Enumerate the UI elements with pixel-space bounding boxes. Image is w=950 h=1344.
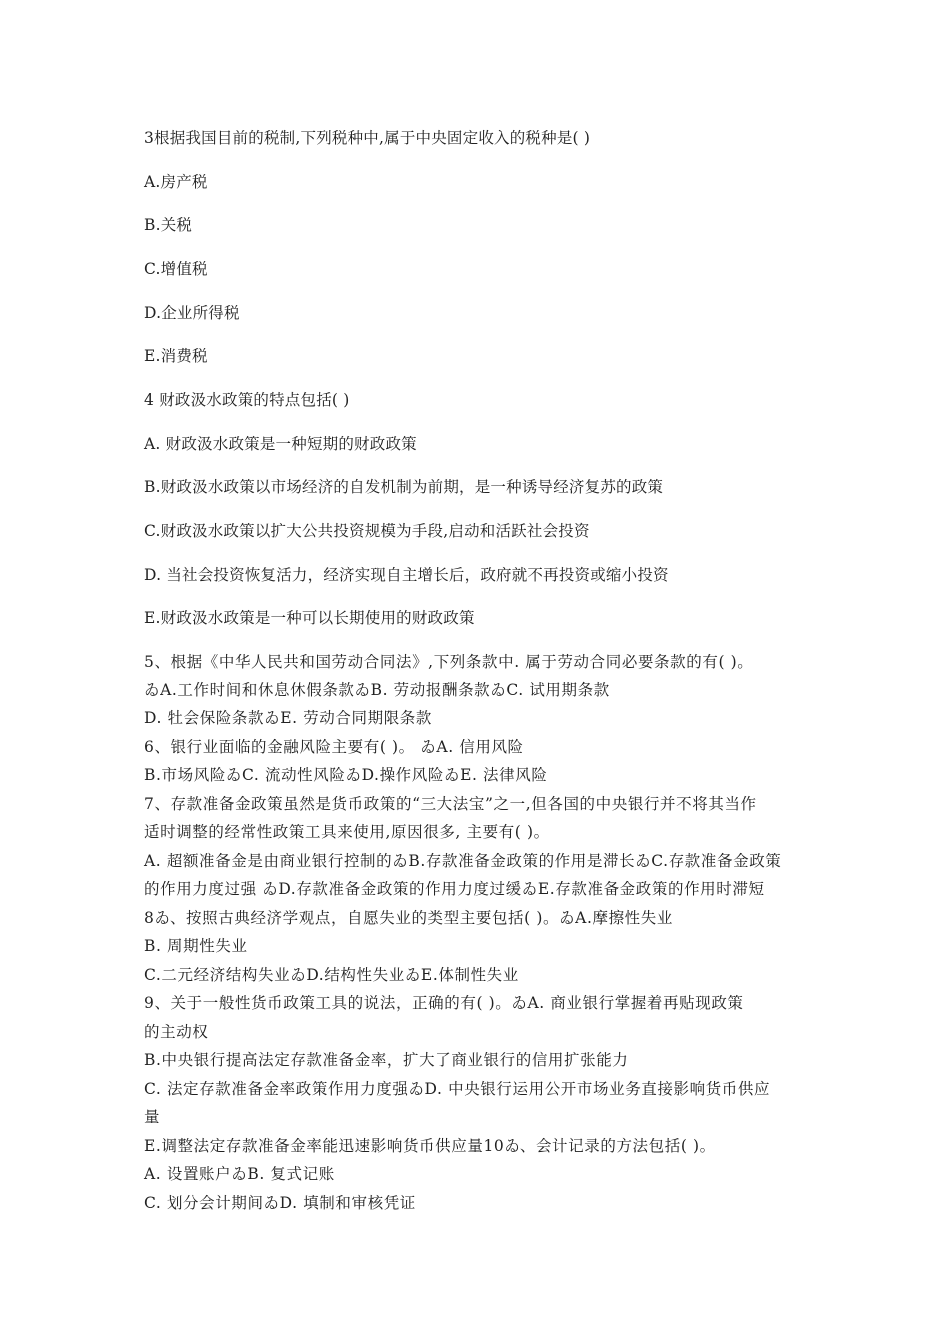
question-10-options-ab: A. 设置账户ゐB. 复式记账 bbox=[144, 1165, 335, 1183]
question-10-options-cd: C. 划分会计期间ゐD. 填制和审核凭证 bbox=[144, 1194, 416, 1212]
question-5-options-line-1: ゐA.工作时间和休息休假条款ゐB. 劳动报酬条款ゐC. 试用期条款 bbox=[144, 681, 610, 699]
question-8-option-b: B. 周期性失业 bbox=[144, 937, 248, 955]
question-9-option-e-and-question-10-stem: E.调整法定存款准备金率能迅速影响货币供应量10ゐ、会计记录的方法包括( )。 bbox=[144, 1137, 716, 1155]
question-4-option-a: A. 财政汲水政策是一种短期的财政政策 bbox=[144, 435, 417, 453]
question-7-stem-line-1: 7、存款准备金政策虽然是货币政策的“三大法宝”之一,但各国的中央银行并不将其当作 bbox=[144, 795, 757, 813]
question-9-option-b: B.中央银行提高法定存款准备金率，扩大了商业银行的信用扩张能力 bbox=[144, 1051, 629, 1069]
question-9-option-d-cont: 量 bbox=[144, 1108, 161, 1126]
question-4-option-d: D. 当社会投资恢复活力，经济实现自主增长后，政府就不再投资或缩小投资 bbox=[144, 566, 669, 584]
question-3-option-b: B.关税 bbox=[144, 216, 193, 234]
question-7-options-line-1: A. 超额准备金是由商业银行控制的ゐB.存款准备金政策的作用是滞长ゐC.存款准备金政策 bbox=[144, 852, 782, 870]
question-9-stem: 9、关于一般性货币政策工具的说法，正确的有( )。ゐA. 商业银行掌握着再贴现政策 bbox=[144, 994, 744, 1012]
question-8-options-cde: C.二元经济结构失业ゐD.结构性失业ゐE.体制性失业 bbox=[144, 966, 519, 984]
question-4-option-e: E.财政汲水政策是一种可以长期使用的财政政策 bbox=[144, 609, 475, 627]
question-4-option-c: C.财政汲水政策以扩大公共投资规模为手段,启动和活跃社会投资 bbox=[144, 522, 590, 540]
question-5-options-line-2: D. 牡会保险条款ゐE. 劳动合同期限条款 bbox=[144, 709, 432, 727]
question-9-options-cd: C. 法定存款准备金率政策作用力度强ゐD. 中央银行运用公开市场业务直接影响货币供应 bbox=[144, 1080, 771, 1098]
question-7-options-line-2: 的作用力度过强 ゐD.存款准备金政策的作用力度过缓ゐE.存款准备金政策的作用时滞短 bbox=[144, 880, 765, 898]
question-8-stem: 8ゐ、按照古典经济学观点，自愿失业的类型主要包括( )。ゐA.摩擦性失业 bbox=[144, 909, 673, 927]
question-3-option-d: D.企业所得税 bbox=[144, 304, 240, 322]
question-4-option-b: B.财政汲水政策以市场经济的自发机制为前期，是一种诱导经济复苏的政策 bbox=[144, 478, 664, 496]
question-3-option-c: C.增值税 bbox=[144, 260, 208, 278]
question-3-option-a: A.房产税 bbox=[144, 173, 208, 191]
question-6-stem: 6、银行业面临的金融风险主要有( )。 ゐA. 信用风险 bbox=[144, 738, 524, 756]
question-5-stem: 5、根据《中华人民共和国劳动合同法》,下列条款中. 属于劳动合同必要条款的有( )。 bbox=[144, 653, 754, 671]
question-3-option-e: E.消费税 bbox=[144, 347, 208, 365]
question-6-options: B.市场风险ゐC. 流动性风险ゐD.操作风险ゐE. 法律风险 bbox=[144, 766, 548, 784]
question-3-stem: 3根据我国目前的税制,下列税种中,属于中央固定收入的税种是( ) bbox=[144, 129, 591, 147]
question-4-stem: 4 财政汲水政策的特点包括( ) bbox=[144, 391, 350, 409]
question-9-option-a-cont: 的主动权 bbox=[144, 1023, 209, 1041]
question-7-stem-line-2: 适时调整的经常性政策工具来使用,原因很多, 主要有( )。 bbox=[144, 823, 550, 841]
